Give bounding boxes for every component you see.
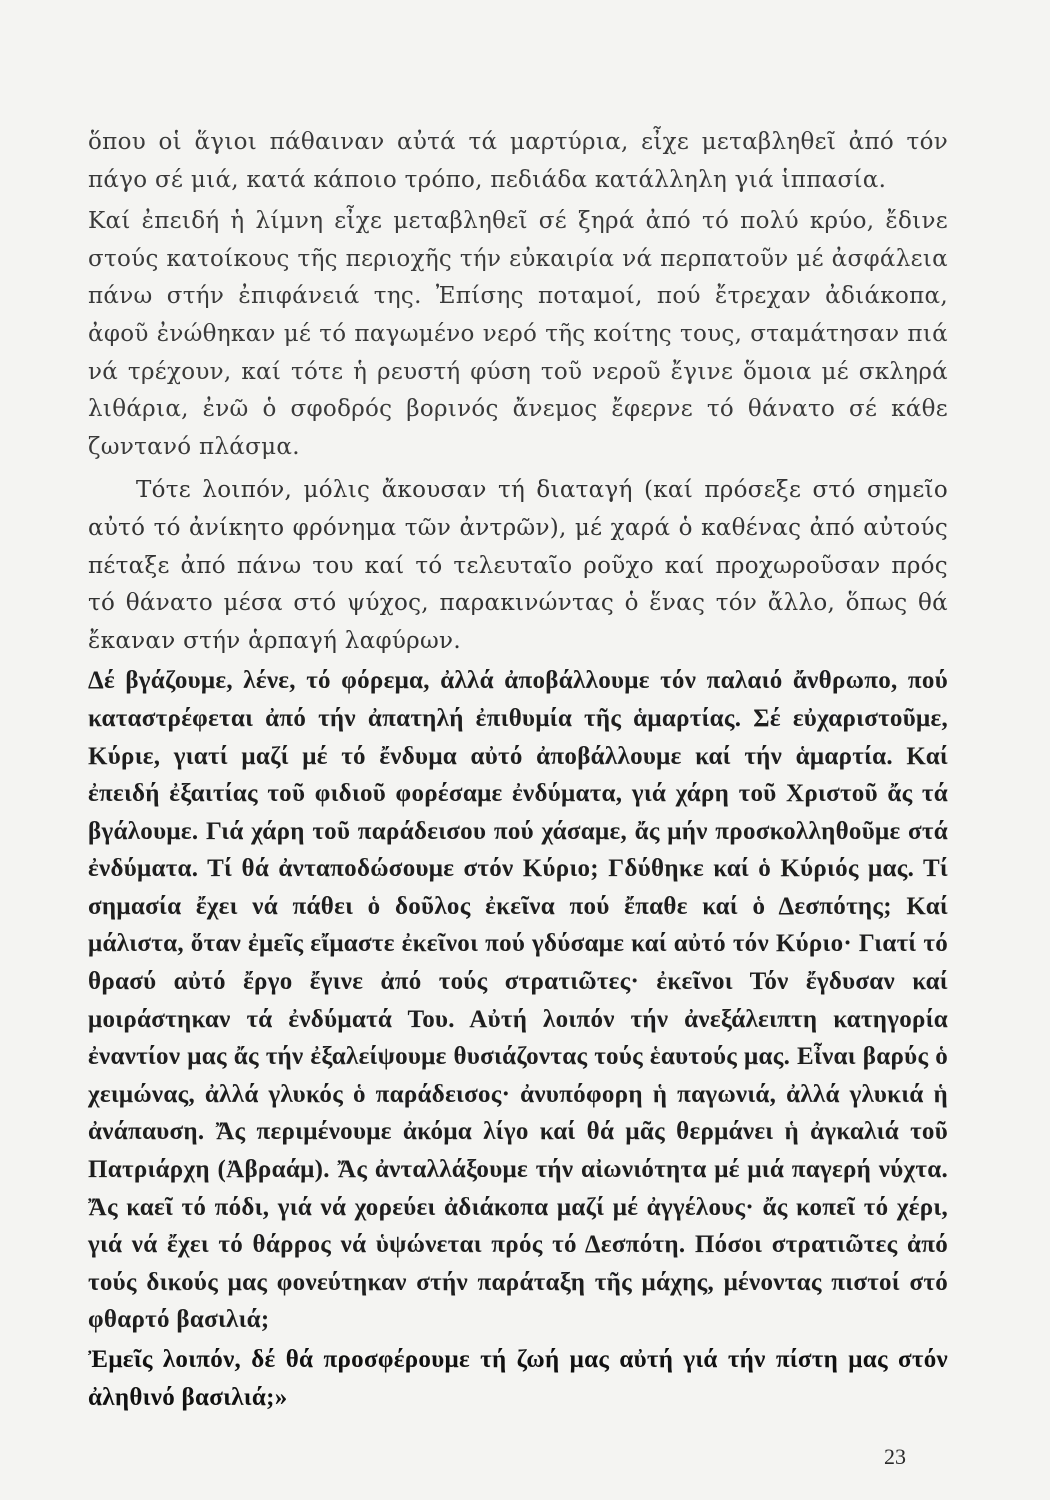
paragraph-1: ὅπου οἱ ἅγιοι πάθαιναν αὐτά τά μαρτύρια, εἶχε μεταβληθεῖ ἀπό τόν πάγο σέ μιά, κατά κάποιο τρόπο, πεδιάδα κατάλληλη γιά ἱππασία. [88,129,948,193]
paragraph-4: Δέ βγάζουμε, λένε, τό φόρεμα, ἀλλά ἀποβάλλουμε τόν παλαιό ἄνθρωπο, πού καταστρέφεται ἀπό τήν ἀπατηλή ἐπιθυμία τῆς ἁμαρτίας. Σέ εὐχαριστοῦμε, Κύριε, γιατί μαζί μέ τό ἔνδυμα αὐτό ἀποβάλλουμε καί τήν ἁμαρτία. Καί ἐπειδή ἐξαιτίας τοῦ φιδιοῦ φορέσαμε ἐνδύματα, γιά χάρη τοῦ Χριστοῦ ἄς τά βγάλουμε. Γιά χάρη τοῦ παράδεισου πού χάσαμε, ἄς μήν προσκολληθοῦμε στά ἐνδύματα. Τί θά ἀνταποδώσουμε στόν Κύριο; Γδύθηκε καί ὁ Κύριός μας. Τί σημασία ἔχει νά πάθει ὁ δοῦλος ἐκεῖνα πού ἔπαθε καί ὁ Δεσπότης; Καί μάλιστα, ὅταν ἐμεῖς εἴμαστε ἐκεῖνοι πού γδύσαμε καί αὐτό τόν Κύριο· Γιατί τό θρασύ αὐτό ἔργο ἔγινε ἀπό τούς στρατιῶτες· ἐκεῖνοι Τόν ἔγδυσαν καί μοιράστηκαν τά ἐνδύματά Του. Αὐτή λοιπόν τήν ἀνεξάλειπτη κατηγορία ἐναντίον μας ἄς τήν ἐξαλείψουμε θυσιάζοντας τούς ἑαυτούς μας. Εἶναι βαρύς ὁ χειμώνας, ἀλλά γλυκός ὁ παράδεισος· ἀνυπόφορη ἡ παγωνιά, ἀλλά γλυκιά ἡ ἀνάπαυση. Ἄς περιμένουμε ἀκόμα λίγο καί θά μᾶς θερμάνει ἡ ἀγκαλιά τοῦ Πατριάρχη (Ἀβραάμ). Ἄς ἀνταλλάξουμε τήν αἰωνιότητα μέ μιά παγερή νύχτα. Ἄς καεῖ τό πόδι, γιά νά χορεύει ἀδιάκοπα μαζί μέ ἀγγέλους· ἄς κοπεῖ τό χέρι, γιά νά ἔχει τό θάρρος νά ὑψώνεται πρός τό Δεσπότη. Πόσοι στρατιῶτες ἀπό τούς δικούς μας φονεύτηκαν στήν παράταξη τῆς μάχης, μένοντας πιστοί στό φθαρτό βασιλιά; [88,667,948,1334]
body-text [88,124,948,1416]
page-number: 23 [884,1444,906,1469]
paragraph-3: Τότε λοιπόν, μόλις ἄκουσαν τή διαταγή (καί πρόσεξε στό σημεῖο αὐτό τό ἀνίκητο φρόνημα τῶν ἀντρῶν), μέ χαρά ὁ καθένας ἀπό αὐτούς πέταξε ἀπό πάνω του καί τό τελευταῖο ροῦχο καί προχωροῦσαν πρός τό θάνατο μέσα στό ψύχος, παρακινώντας ὁ ἕνας τόν ἄλλο, ὅπως θά ἔκαναν στήν ἁρπαγή λαφύρων. [88,477,948,654]
paragraph-5: Ἐμεῖς λοιπόν, δέ θά προσφέρουμε τή ζωή μας αὐτή γιά τήν πίστη μας στόν ἀληθινό βασιλιά;» [88,1346,948,1411]
paragraph-2: Καί ἐπειδή ἡ λίμνη εἶχε μεταβληθεῖ σέ ξηρά ἀπό τό πολύ κρύο, ἔδινε στούς κατοίκους τῆς περιοχῆς τήν εὐκαιρία νά περπατοῦν μέ ἀσφάλεια πάνω στήν ἐπιφάνειά της. Ἐπίσης ποταμοί, πού ἔτρεχαν ἀδιάκοπα, ἀφοῦ ἐνώθηκαν μέ τό παγωμένο νερό τῆς κοίτης τους, σταμάτησαν πιά νά τρέχουν, καί τότε ἡ ρευστή φύση τοῦ νεροῦ ἔγινε ὅμοια μέ σκληρά λιθάρια, ἐνῶ ὁ σφοδρός βορινός ἄνεμος ἔφερνε τό θάνατο σέ κάθε ζωντανό πλάσμα. [88,208,948,460]
